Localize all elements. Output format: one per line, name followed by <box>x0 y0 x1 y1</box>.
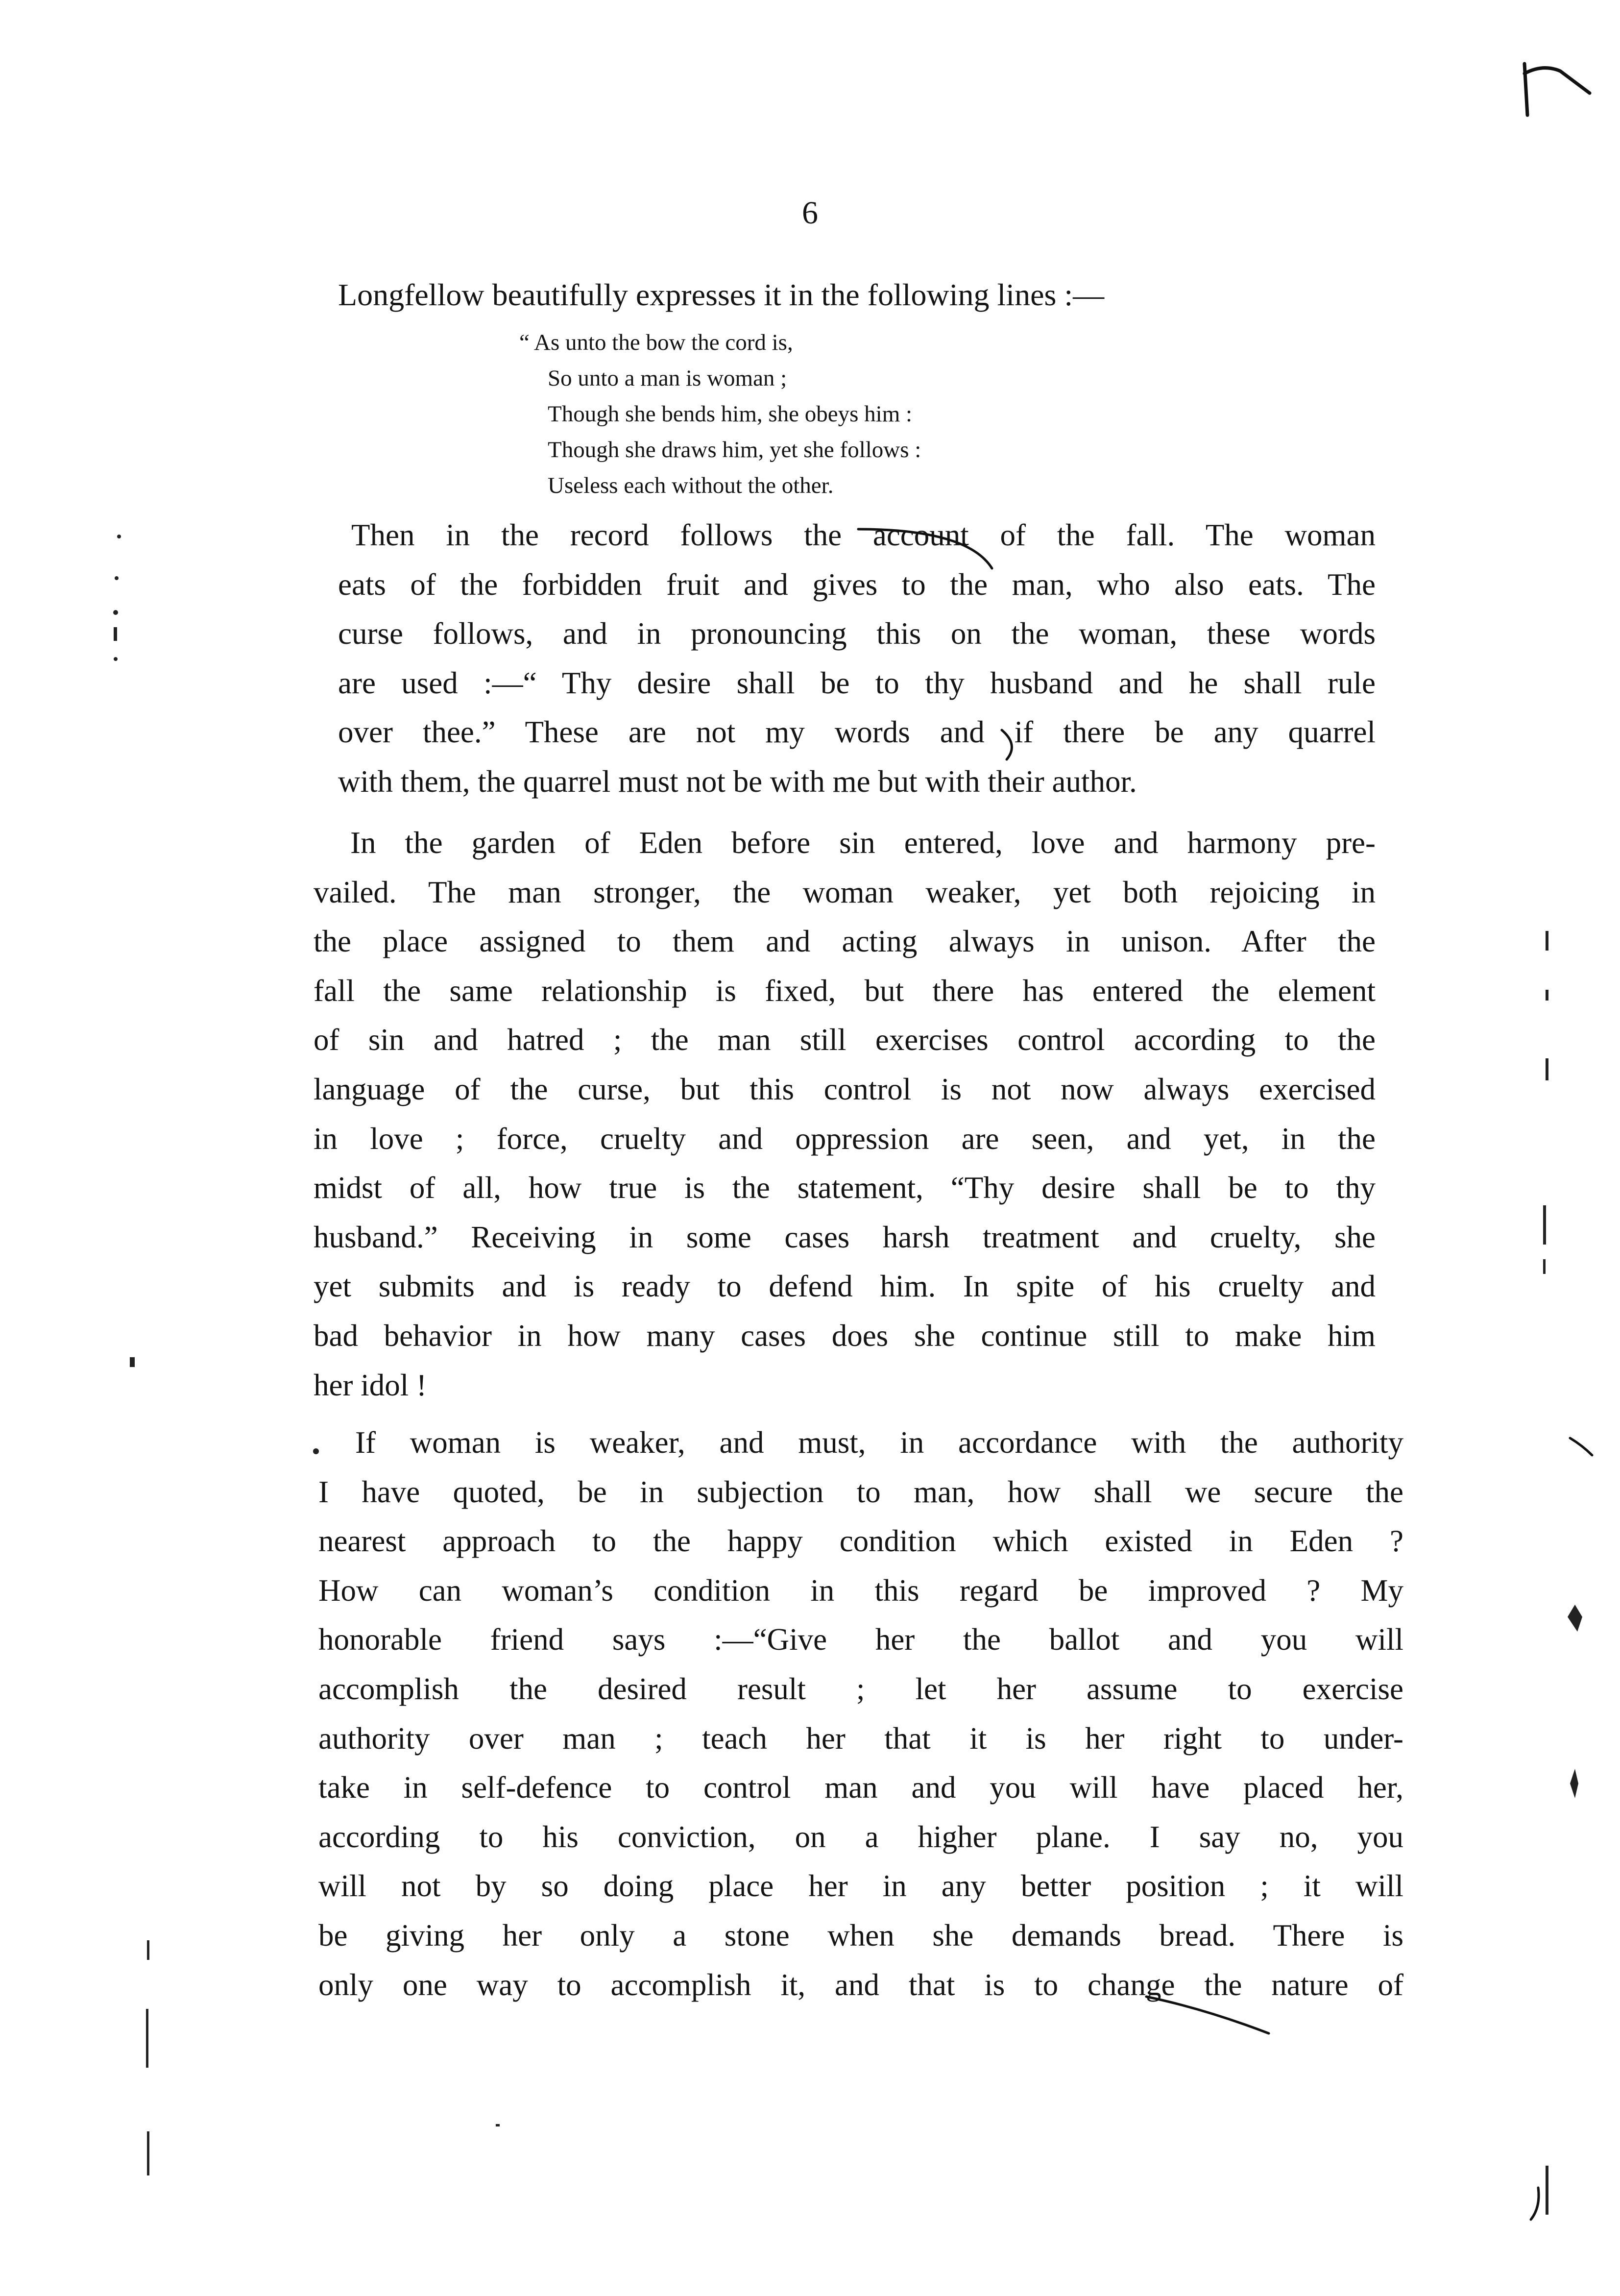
text-line: yet submits and is ready to defend him. In spite of his cruelty and <box>314 1269 1376 1304</box>
poem-quotation <box>519 325 921 504</box>
text-line: eats of the forbidden fruit and gives to the man, who also eats. The <box>338 567 1376 602</box>
text-line: fall the same relationship is fixed, but there has entered the element <box>314 973 1376 1008</box>
text-line: Then in the record follows the account of the fall. The woman <box>351 518 1376 552</box>
text-line: husband.” Receiving in some cases harsh treatment and cruelty, she <box>314 1220 1376 1254</box>
text-line: If woman is weaker, and must, in accordance with the authority <box>355 1425 1403 1460</box>
poem-line: Though she draws him, yet she follows : <box>548 437 921 463</box>
text-line: curse follows, and in pronouncing this on the woman, these words <box>338 616 1376 651</box>
text-line: language of the curse, but this control is not now always exercised <box>314 1072 1376 1106</box>
paragraph-woman-weaker <box>318 1418 1403 2009</box>
text-line: in love ; force, cruelty and oppression are seen, and yet, in the <box>314 1121 1376 1156</box>
text-line: honorable friend says :—“Give her the ballot and you will <box>318 1622 1403 1657</box>
poem-line: So unto a man is woman ; <box>548 366 787 391</box>
paragraph-fall-account <box>338 511 1376 806</box>
text-line: over thee.” These are not my words and if there be any quarrel <box>338 715 1376 750</box>
text-line: nearest approach to the happy condition which existed in Eden ? <box>318 1524 1403 1559</box>
page-number: 6 <box>802 195 818 231</box>
poem-line: “ As unto the bow the cord is, <box>519 330 793 355</box>
corner-bracket-mark <box>1524 64 1590 115</box>
text-line: vailed. The man stronger, the woman weaker, yet both rejoicing in <box>314 875 1376 909</box>
text-line: accomplish the desired result ; let her assume to exercise <box>318 1671 1403 1706</box>
text-line: will not by so doing place her in any better position ; it will <box>318 1869 1403 1904</box>
text-line: In the garden of Eden before sin entered, love and harmony pre- <box>350 826 1376 860</box>
lead-line: Longfellow beautifully expresses it in the following lines :— <box>338 277 1105 312</box>
text-line: only one way to accomplish it, and that is to change the nature of <box>318 1967 1403 2002</box>
text-line: according to his conviction, on a higher plane. I say no, you <box>318 1819 1403 1854</box>
text-line: I have quoted, be in subjection to man, how shall we secure the <box>318 1474 1403 1509</box>
paragraph-garden-of-eden <box>314 818 1376 1410</box>
text-line: of sin and hatred ; the man still exercises control according to the <box>314 1023 1376 1057</box>
text-line: bad behavior in how many cases does she continue still to make him <box>314 1318 1376 1353</box>
text-line: with them, the quarrel must not be with me but with their author. <box>338 764 1137 799</box>
text-line: How can woman’s condition in this regard be improved ? My <box>318 1573 1403 1608</box>
text-line: her idol ! <box>314 1368 427 1402</box>
text-line: the place assigned to them and acting always in unison. After the <box>314 924 1376 959</box>
text-line: take in self-defence to control man and you will have placed her, <box>318 1770 1403 1805</box>
text-line: authority over man ; teach her that it is her right to under- <box>318 1721 1403 1756</box>
poem-line: Useless each without the other. <box>548 473 834 498</box>
text-line: be giving her only a stone when she demands bread. There is <box>318 1918 1403 1953</box>
text-line: midst of all, how true is the statement, “Thy desire shall be to thy <box>314 1171 1376 1205</box>
text-line: are used :—“ Thy desire shall be to thy husband and he shall rule <box>338 665 1376 700</box>
poem-line: Though she bends him, she obeys him : <box>548 401 913 427</box>
